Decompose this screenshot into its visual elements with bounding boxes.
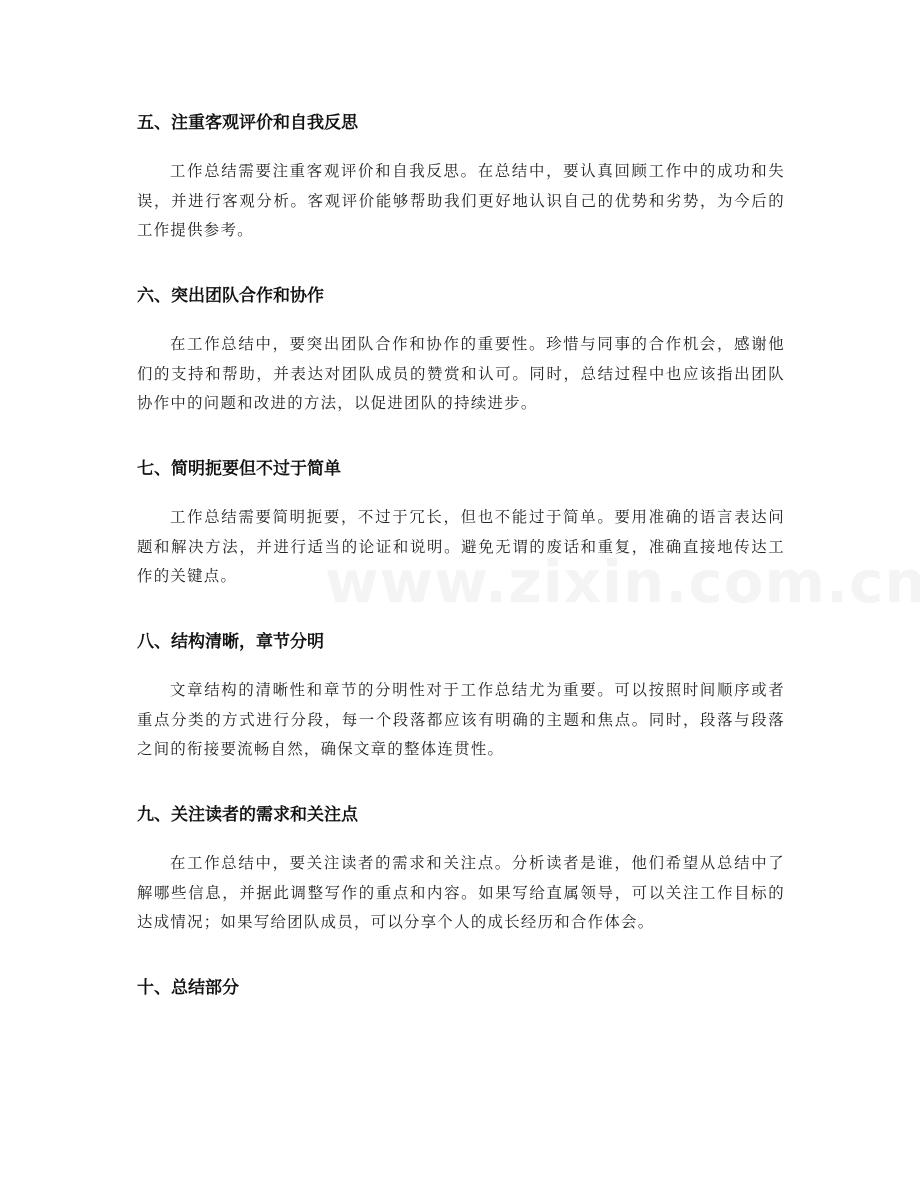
- section-paragraph: 文章结构的清晰性和章节的分明性对于工作总结尤为重要。可以按照时间顺序或者重点分类的方式进行分段，每一个段落都应该有明确的主题和焦点。同时，段落与段落之间的衔接要流畅自然，确保文章的整体连贯性。: [137, 681, 785, 758]
- section-6: [137, 284, 785, 419]
- section-heading: 五、注重客观评价和自我反思: [137, 113, 358, 133]
- section-10: [137, 976, 785, 1000]
- section-paragraph: 在工作总结中，要突出团队合作和协作的重要性。珍惜与同事的合作机会，感谢他们的支持和帮助，并表达对团队成员的赞赏和认可。同时，总结过程中也应该指出团队协作中的问题和改进的方法，以促进团队的持续进步。: [137, 335, 785, 412]
- section-heading: 九、关注读者的需求和关注点: [137, 805, 358, 825]
- section-paragraph: 在工作总结中，要关注读者的需求和关注点。分析读者是谁，他们希望从总结中了解哪些信息，并据此调整写作的重点和内容。如果写给直属领导，可以关注工作目标的达成情况；如果写给团队成员，可以分享个人的成长经历和合作体会。: [137, 854, 785, 931]
- section-5: [137, 111, 785, 246]
- section-heading: 七、简明扼要但不过于简单: [137, 459, 341, 479]
- section-9: [137, 803, 785, 938]
- section-8: [137, 630, 785, 765]
- section-7: [137, 457, 785, 592]
- section-paragraph: 工作总结需要注重客观评价和自我反思。在总结中，要认真回顾工作中的成功和失误，并进行客观分析。客观评价能够帮助我们更好地认识自己的优势和劣势，为今后的工作提供参考。: [137, 162, 785, 239]
- section-heading: 十、总结部分: [137, 978, 239, 998]
- section-heading: 六、突出团队合作和协作: [137, 286, 324, 306]
- section-paragraph: 工作总结需要简明扼要，不过于冗长，但也不能过于简单。要用准确的语言表达问题和解决方法，并进行适当的论证和说明。避免无谓的废话和重复，准确直接地传达工作的关键点。: [137, 508, 785, 585]
- section-heading: 八、结构清晰，章节分明: [137, 632, 324, 652]
